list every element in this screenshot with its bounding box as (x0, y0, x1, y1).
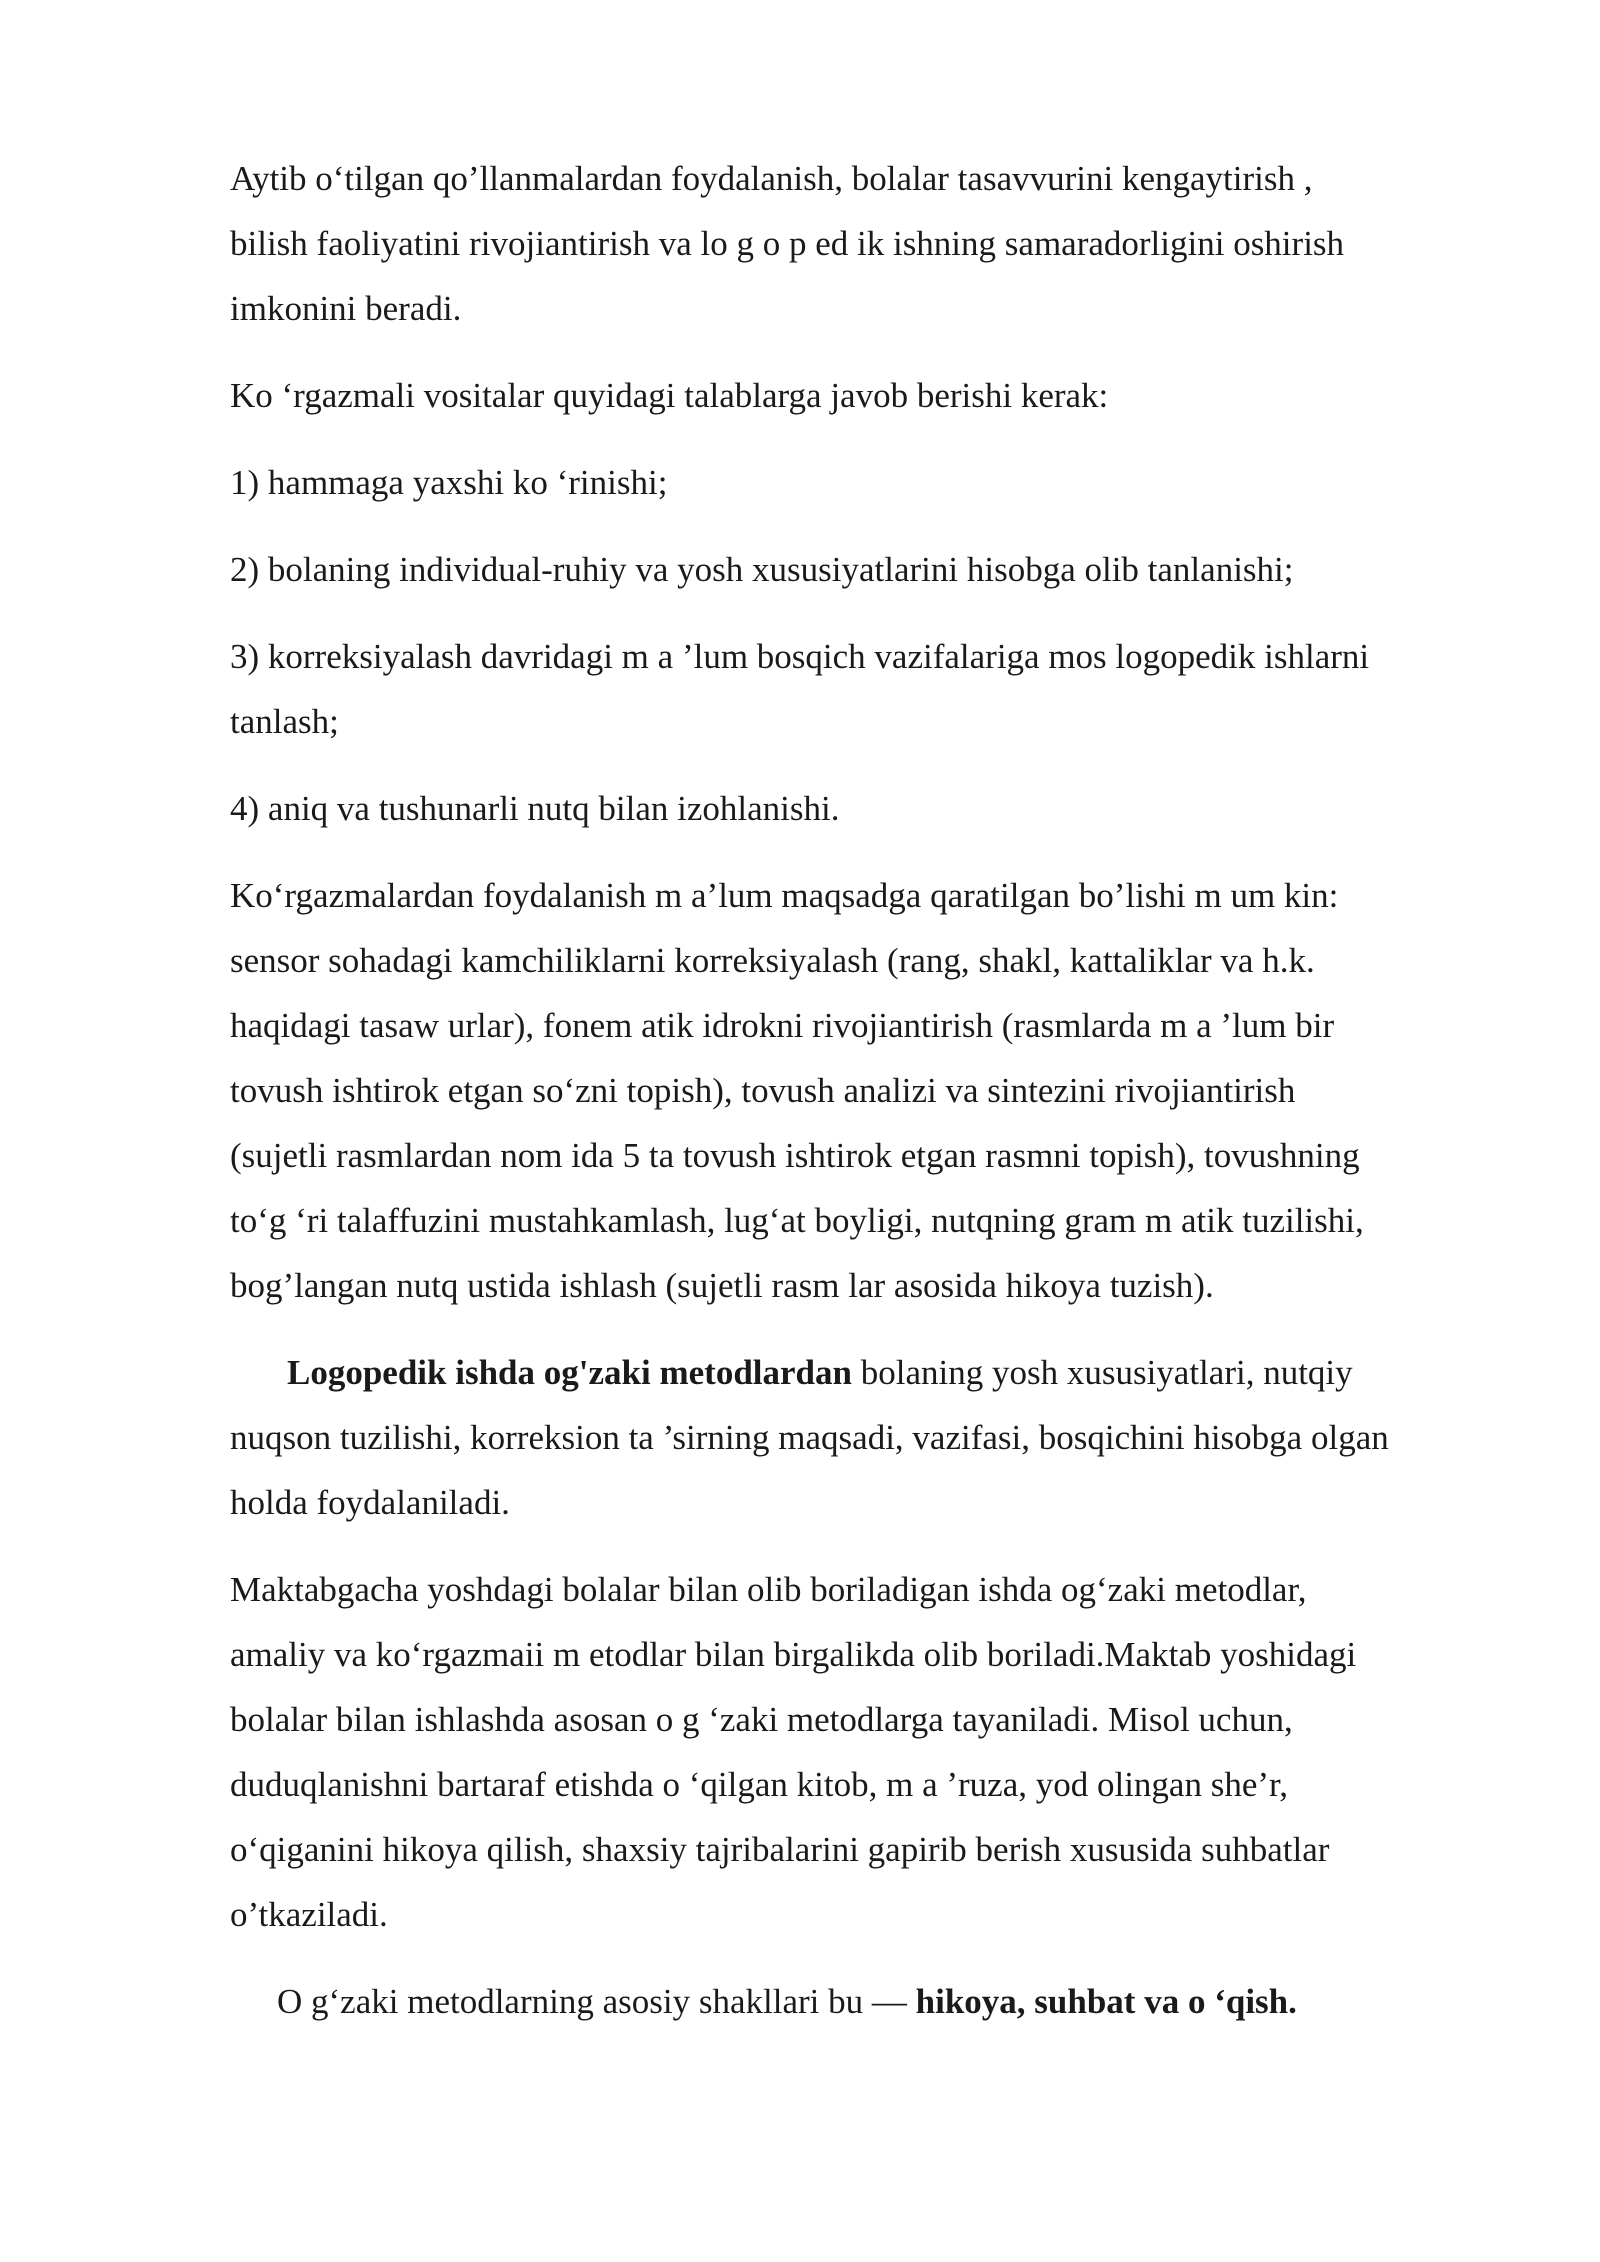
text-line (230, 1340, 1500, 1405)
text-line: (sujetli rasmlardan nom ida 5 ta tovush ishtirok etgan rasmni topish), tovushning (230, 1136, 1360, 1175)
text-line: 1) hammaga yaxshi ko ‘rinishi; (230, 463, 668, 502)
text-line: holda foydalaniladi. (230, 1483, 510, 1522)
text-line (230, 1969, 1500, 2034)
text-line: Aytib o‘tilgan qo’llanmalardan foydalanish, bolalar tasavvurini kengaytirish , (230, 159, 1313, 198)
text-run: bolaning yosh xususiyatlari, nutqiy (851, 1353, 1353, 1392)
paragraph-verbal-methods (230, 1340, 1500, 1535)
paragraph-visual-aids-purpose (230, 863, 1500, 1318)
paragraph-preschool (230, 1557, 1500, 1947)
text-line: Maktabgacha yoshdagi bolalar bilan olib boriladigan ishda og‘zaki metodlar, (230, 1570, 1307, 1609)
text-line: to‘g ‘ri talaffuzini mustahkamlash, lug‘at boyligi, nutqning gram m atik tuzilishi, (230, 1201, 1364, 1240)
paragraph-verbal-forms (230, 1969, 1500, 2034)
list-item-1 (230, 450, 1500, 515)
text-line: 3) korreksiyalash davridagi m a ’lum bosqich vazifalariga mos logopedik ishlarni (230, 637, 1370, 676)
text-line: 4) aniq va tushunarli nutq bilan izohlanishi. (230, 789, 840, 828)
bold-term: hikoya, suhbat va o ‘qish. (915, 1982, 1297, 2021)
text-line: duduqlanishni bartaraf etishda o ‘qilgan kitob, m a ’ruza, yod olingan she’r, (230, 1765, 1289, 1804)
text-line: o’tkaziladi. (230, 1895, 388, 1934)
list-item-4 (230, 776, 1500, 841)
list-item-2 (230, 537, 1500, 602)
paragraph-2 (230, 363, 1500, 428)
paragraph-1 (230, 146, 1500, 341)
text-line: o‘qiganini hikoya qilish, shaxsiy tajribalarini gapirib berish xususida suhbatlar (230, 1830, 1330, 1869)
text-line: tanlash; (230, 702, 339, 741)
list-item-3 (230, 624, 1500, 754)
text-line: imkonini beradi. (230, 289, 462, 328)
text-line: Ko ‘rgazmali vositalar quyidagi talablarga javob berishi kerak: (230, 376, 1109, 415)
text-line: bolalar bilan ishlashda asosan o g ‘zaki metodlarga tayaniladi. Misol uchun, (230, 1700, 1293, 1739)
text-run: O g‘zaki metodlarning asosiy shakllari bu — (277, 1982, 916, 2021)
text-line: bilish faoliyatini rivojiantirish va lo g o p ed ik ishning samaradorligini oshirish (230, 224, 1345, 263)
text-line: 2) bolaning individual-ruhiy va yosh xususiyatlarini hisobga olib tanlanishi; (230, 550, 1294, 589)
text-line: tovush ishtirok etgan so‘zni topish), tovush analizi va sintezini rivojiantirish (230, 1071, 1296, 1110)
text-line: Ko‘rgazmalardan foydalanish m a’lum maqsadga qaratilgan bo’lishi m um kin: (230, 876, 1339, 915)
text-line: nuqson tuzilishi, korreksion ta ’sirning maqsadi, vazifasi, bosqichini hisobga olgan (230, 1418, 1389, 1457)
text-line: amaliy va ko‘rgazmaii m etodlar bilan birgalikda olib boriladi.Maktab yoshidagi (230, 1635, 1357, 1674)
text-line: bog’langan nutq ustida ishlash (sujetli rasm lar asosida hikoya tuzish). (230, 1266, 1214, 1305)
bold-term: Logopedik ishda og'zaki metodlardan (287, 1353, 852, 1392)
text-line: sensor sohadagi kamchiliklarni korreksiyalash (rang, shakl, kattaliklar va h.k. (230, 941, 1315, 980)
document-body (230, 146, 1500, 2056)
text-line: haqidagi tasaw urlar), fonem atik idrokni rivojiantirish (rasmlarda m a ’lum bir (230, 1006, 1335, 1045)
